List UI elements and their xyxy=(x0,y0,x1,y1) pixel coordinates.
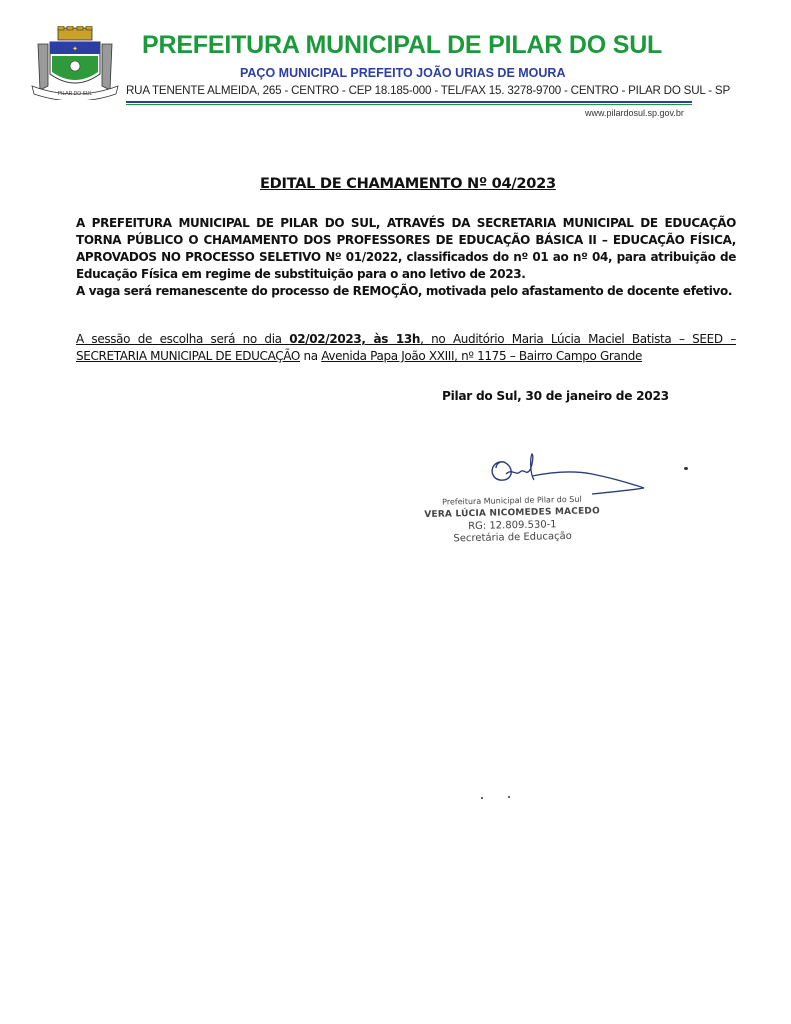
session-paragraph xyxy=(76,331,736,365)
session-line-2: SECRETARIA MUNICIPAL DE EDUCAÇÃO na Avenida Papa João XXIII, nº 1175 – Bairro Campo Grande xyxy=(76,349,643,363)
intro-line: Educação Física em regime de substituição para o ano letivo de 2023. xyxy=(76,267,526,281)
header-divider xyxy=(126,101,692,103)
header-divider-green xyxy=(126,104,692,105)
vacancy-line: A vaga será remanescente do processo de REMOÇÃO, motivada pelo afastamento de docente efetivo. xyxy=(76,284,733,298)
place-date: Pilar do Sul, 30 de janeiro de 2023 xyxy=(442,389,669,403)
official-stamp xyxy=(424,494,601,545)
stamp-institution: Prefeitura Municipal de Pilar do Sul xyxy=(442,494,582,507)
handwritten-signature xyxy=(482,450,652,500)
ink-dot xyxy=(481,797,483,799)
intro-line: APROVADOS NO PROCESSO SELETIVO Nº 01/2022, classificados do nº 01 ao nº 04, para atribuição de xyxy=(76,250,736,264)
stamp-name: VERA LÚCIA NICOMEDES MACEDO xyxy=(424,506,601,520)
municipal-crest-icon xyxy=(30,26,120,100)
intro-paragraph xyxy=(76,215,736,300)
header-address: RUA TENENTE ALMEIDA, 265 - CENTRO - CEP 18.185-000 - TEL/FAX 15. 3278-9700 - CENTRO - PILAR DO SUL - SP xyxy=(126,84,730,97)
intro-line: TORNA PÚBLICO O CHAMAMENTO DOS PROFESSORES DE EDUCAÇÃO BÁSICA II – EDUCAÇÃO FÍSICA, xyxy=(76,233,736,247)
header-subtitle: PAÇO MUNICIPAL PREFEITO JOÃO URIAS DE MOURA xyxy=(240,66,566,80)
header-website: www.pilardosul.sp.gov.br xyxy=(585,108,684,118)
document-title: EDITAL DE CHAMAMENTO Nº 04/2023 xyxy=(260,175,556,192)
stamp-rg: RG: 12.809.530-1 xyxy=(468,519,557,533)
session-line-1: A sessão de escolha será no dia 02/02/2023, às 13h, no Auditório Maria Lúcia Maciel Batista – SEED – xyxy=(76,332,736,346)
header-title: PREFEITURA MUNICIPAL DE PILAR DO SUL xyxy=(142,31,663,59)
stamp-role: Secretária de Educação xyxy=(453,530,572,545)
ink-dot xyxy=(684,467,688,470)
ink-dot xyxy=(508,796,510,798)
session-date-time: 02/02/2023, às 13h xyxy=(289,332,421,346)
intro-line: A PREFEITURA MUNICIPAL DE PILAR DO SUL, ATRAVÉS DA SECRETARIA MUNICIPAL DE EDUCAÇÃO xyxy=(76,216,736,230)
svg-text:PILAR DO SUL: PILAR DO SUL xyxy=(57,91,93,97)
svg-text:✦: ✦ xyxy=(72,46,78,53)
